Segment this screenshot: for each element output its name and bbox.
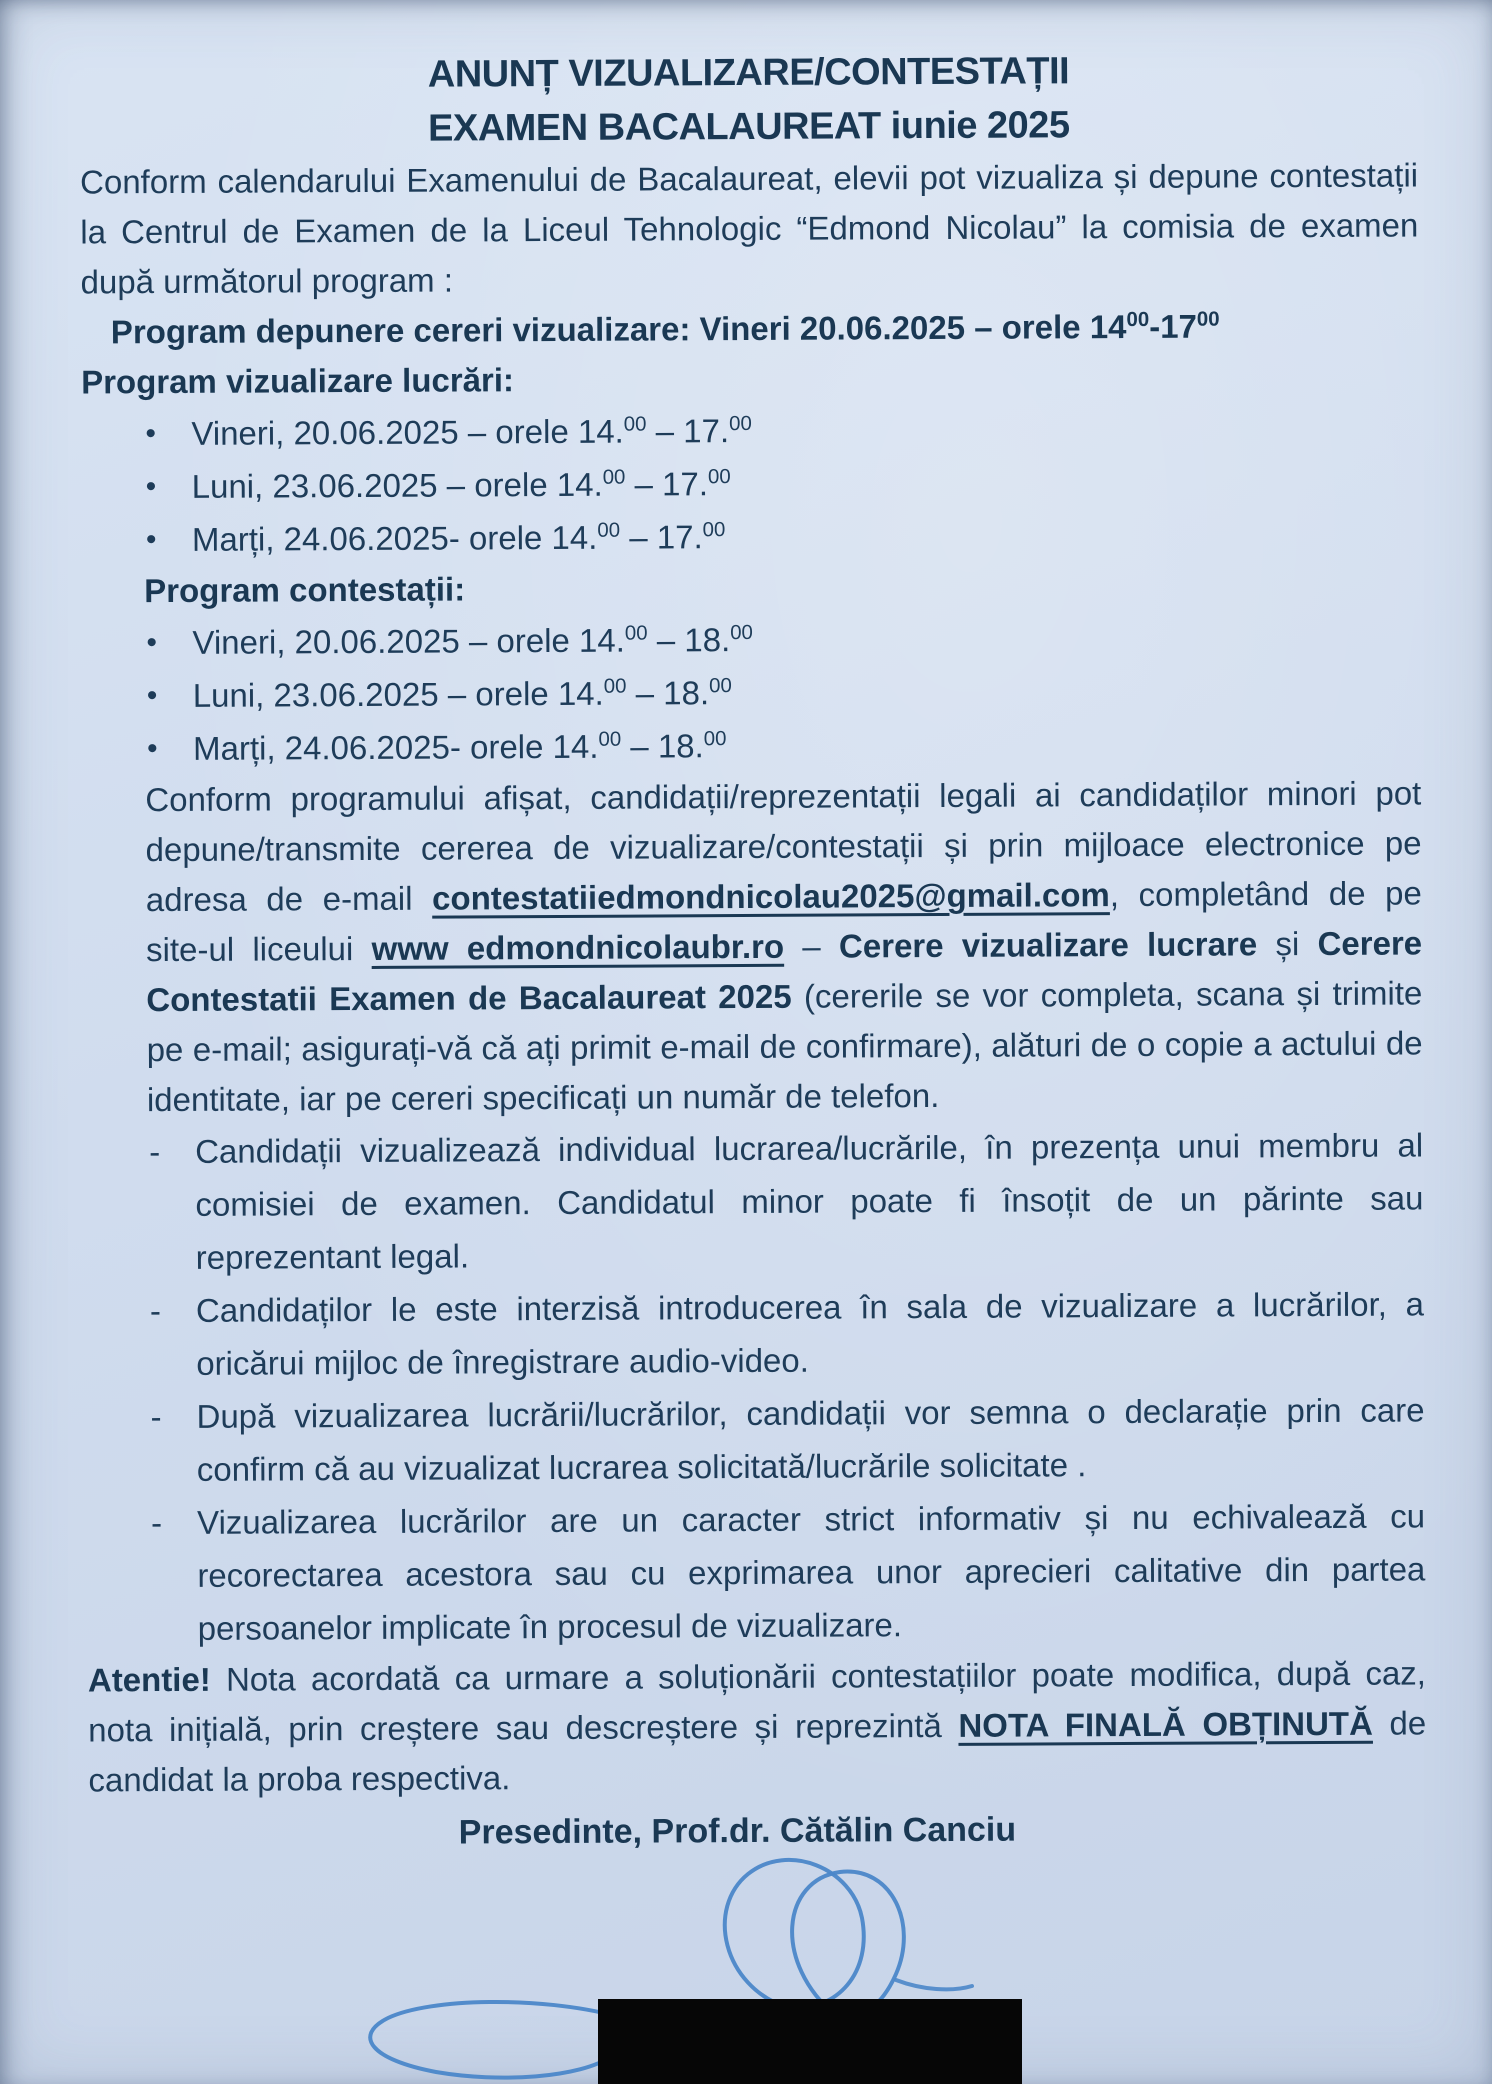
- text-segment: 00: [603, 674, 627, 698]
- text-segment: Nota acordată ca urmare a soluționării contestațiilor poate modifica, după caz, nota inițială, prin creștere sau descreștere și reprezintă: [88, 1654, 1427, 1749]
- list-item-text: [192, 453, 1420, 512]
- list-item-text: [196, 1277, 1425, 1389]
- bullet-icon: •: [145, 417, 157, 451]
- list-item: [151, 1489, 1426, 1655]
- signature-stroke-loop-2: [792, 1872, 904, 2018]
- bullet-icon: •: [145, 523, 157, 557]
- intro-paragraph: [80, 150, 1419, 307]
- text-segment: Conform calendarului Examenului de Bacalaureat, elevii pot vizualiza și depune contestații la Centrul de Examen de la Liceul Tehnologic “Edmond Nicolau” la comisia de examen după următorul program :: [79, 156, 1419, 301]
- text-segment: NOTA FINALĂ OBȚINUTĂ: [958, 1704, 1373, 1744]
- text-segment: ANUNȚ VIZUALIZARE/CONTESTAȚII: [427, 50, 1070, 96]
- text-segment: -17: [1149, 307, 1197, 345]
- text-segment: Program vizualizare lucrări:: [81, 361, 515, 401]
- text-segment: 00: [598, 727, 622, 751]
- list-item-text: [193, 662, 1421, 721]
- text-segment: Vineri, 20.06.2025 – orele 14.: [192, 621, 625, 661]
- list-item-text: [192, 609, 1420, 668]
- text-segment: Program contestații:: [144, 570, 466, 610]
- bullet-icon: •: [145, 470, 157, 504]
- text-segment: Vizualizarea lucrărilor are un caracter strict informativ și nu echivalează cu recorectarea acestora sau cu exprimarea unor aprecieri calitative din partea persoanelor implicate în procesul de vizualizare.: [197, 1497, 1426, 1647]
- dash-icon: -: [151, 1504, 163, 1542]
- text-segment: Conform programului afișat, candidații/reprezentații legali ai candidaților minori pot depune/transmite cererea de vizualizare/contestații și prin mijloace electronice pe adresa de e-mail: [145, 774, 1422, 919]
- text-segment: Candidații vizualizează individual lucrarea/lucrările, în prezența unui membru al comisiei de examen. Candidatul minor poate fi însoțit de un părinte sau reprezentant legal.: [195, 1126, 1424, 1276]
- text-segment: Candidaților le este interzisă introducerea în sala de vizualizare a lucrărilor, a oricărui mijloc de înregistrare audio-video.: [195, 1285, 1425, 1382]
- title-line-1: [79, 42, 1417, 103]
- text-segment: 00: [624, 621, 648, 645]
- text-segment: 00: [597, 518, 621, 542]
- program-vizualizare-heading: [81, 350, 1419, 407]
- dash-icon: -: [150, 1398, 162, 1436]
- list-item: [147, 662, 1421, 722]
- text-segment: Cerere vizualizare lucrare: [838, 925, 1258, 965]
- attention-paragraph: [88, 1648, 1427, 1805]
- title-line-2: [80, 96, 1418, 157]
- list-item: [147, 715, 1421, 775]
- signature-line: [89, 1802, 1427, 1859]
- electronic-submission-paragraph: [145, 768, 1423, 1125]
- text-segment: 00: [730, 620, 753, 645]
- text-segment: Vineri, 20.06.2025 – orele 14.: [191, 412, 624, 452]
- list-item: [149, 1118, 1424, 1284]
- text-segment: Atentie!: [87, 1660, 211, 1699]
- list-item: [145, 400, 1419, 460]
- list-item-text: [191, 400, 1419, 459]
- text-segment: – 17.: [625, 465, 709, 503]
- text-segment: 00: [1126, 307, 1150, 331]
- program-contestatii-heading: [144, 559, 1420, 616]
- signature-stroke-loop-1: [725, 1860, 864, 2008]
- signature-stroke-tail: [896, 1980, 972, 1989]
- dash-icon: -: [149, 1292, 162, 1330]
- text-segment: 00: [707, 465, 731, 489]
- text-segment: Cerere Contestatii Examen de Bacalaureat 2025: [146, 924, 1423, 1019]
- rules-list: [149, 1118, 1426, 1655]
- text-segment: Marți, 24.06.2025- orele 14.: [191, 518, 598, 558]
- list-item: [150, 1383, 1425, 1496]
- list-item-text: [193, 715, 1421, 774]
- text-segment: –: [783, 927, 840, 965]
- text-segment: – 18.: [626, 674, 710, 712]
- list-item: [146, 506, 1420, 566]
- text-segment: – 18.: [621, 727, 704, 765]
- text-segment: 00: [703, 727, 727, 751]
- program-contestatii-list: [146, 609, 1421, 775]
- website-link: www edmondnicolaubr.ro: [371, 927, 785, 967]
- list-item: [146, 453, 1420, 513]
- text-segment: , completând de pe site-ul liceului: [146, 874, 1422, 969]
- list-item-text: [197, 1489, 1426, 1654]
- redaction-box: [598, 1999, 1022, 2084]
- program-depunere-line: [111, 300, 1419, 357]
- text-segment: După vizualizarea lucrării/lucrărilor, candidații vor semna o declarație prin care confirm că au vizualizat lucrarea solicitată/lucrările solicitate .: [196, 1391, 1425, 1488]
- text-segment: de candidat la proba respectiva.: [88, 1704, 1427, 1799]
- text-segment: 00: [1196, 307, 1220, 331]
- text-segment: 00: [602, 465, 626, 489]
- text-segment: Marți, 24.06.2025- orele 14.: [192, 727, 599, 767]
- text-segment: Luni, 23.06.2025 – orele 14.: [192, 674, 604, 714]
- list-item: [146, 609, 1420, 669]
- text-segment: Luni, 23.06.2025 – orele 14.: [191, 465, 603, 505]
- list-item-text: [195, 1118, 1424, 1283]
- bullet-icon: •: [146, 679, 158, 713]
- list-item-text: [192, 506, 1420, 565]
- text-segment: și: [1257, 925, 1318, 963]
- email-link: contestatiiedmondnicolau2025@gmail.com: [432, 876, 1110, 917]
- text-segment: EXAMEN BACALAUREAT iunie 2025: [427, 104, 1070, 150]
- dash-icon: -: [149, 1133, 161, 1171]
- text-segment: 00: [708, 674, 732, 698]
- list-item: [150, 1277, 1425, 1390]
- text-segment: Program depunere cereri vizualizare: Vineri 20.06.2025 – orele 14: [110, 307, 1127, 351]
- list-item-text: [196, 1383, 1425, 1495]
- text-segment: 00: [702, 518, 726, 542]
- text-segment: – 17.: [646, 412, 730, 450]
- program-vizualizare-list: [145, 400, 1420, 566]
- text-segment: 00: [623, 412, 647, 436]
- text-segment: Presedinte, Prof.dr. Cătălin Canciu: [458, 1810, 1017, 1852]
- text-segment: – 17.: [620, 518, 703, 556]
- text-segment: (cererile se vor completa, scana și trimite pe e-mail; asigurați-vă că ați primit e-mail de confirmare), alături de o copie a actului de identitate, iar pe cereri specificați un număr de telefon.: [146, 974, 1423, 1119]
- text-segment: 00: [729, 411, 752, 436]
- text-segment: – 18.: [647, 621, 731, 659]
- bullet-icon: •: [146, 732, 158, 766]
- bullet-icon: •: [146, 626, 158, 660]
- signature-stroke-arc: [370, 2002, 616, 2078]
